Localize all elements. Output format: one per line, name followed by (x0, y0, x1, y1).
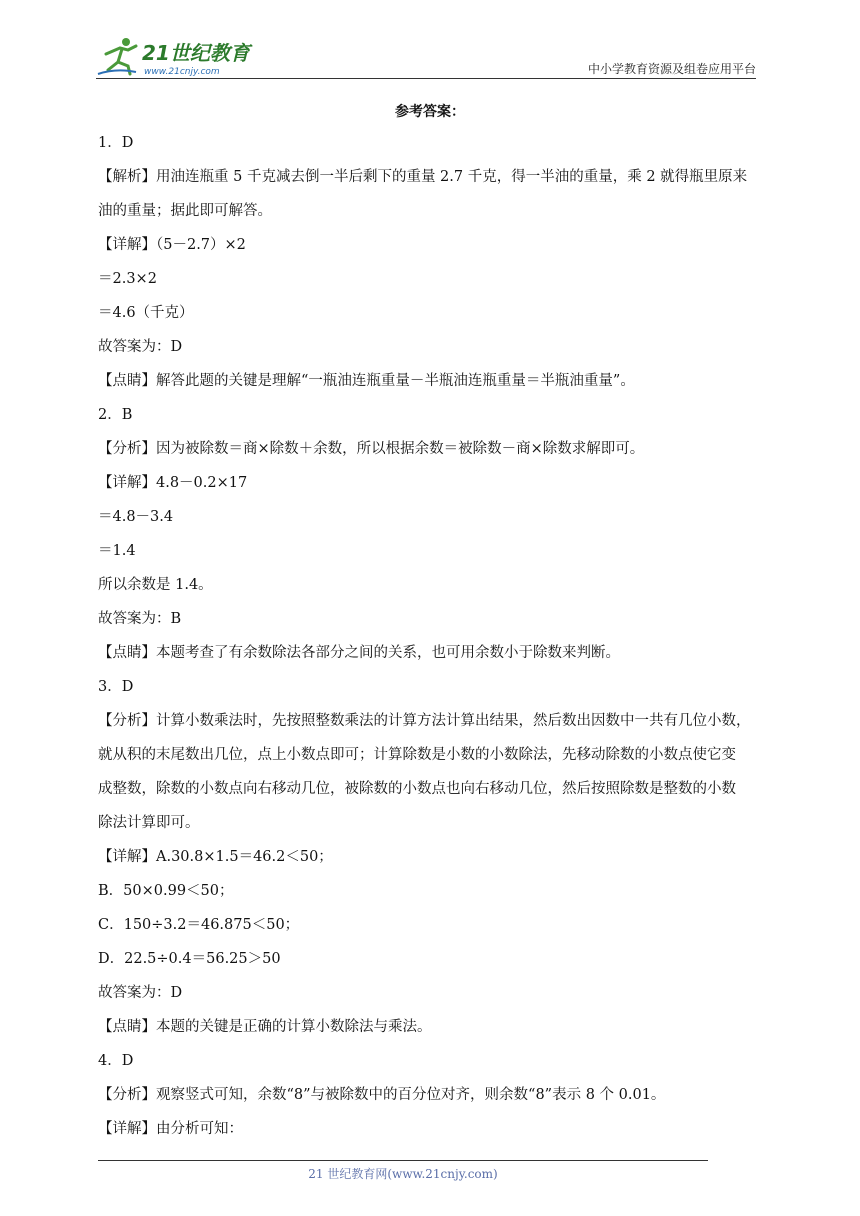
text-line: 故答案为：D (98, 985, 183, 1001)
text-line: 成整数，除数的小数点向右移动几位，被除数的小数点也向右移动几位，然后按照除数是整数的小数 (98, 781, 736, 797)
text-line: 1．D (98, 135, 134, 151)
text-line: 除法计算即可。 (98, 815, 200, 831)
page-header (96, 30, 756, 80)
logo-text: 21世纪教育 (142, 41, 250, 65)
answer-title: 参考答案： (395, 104, 465, 120)
text-line: 就从积的末尾数出几位，点上小数点即可；计算除数是小数的小数除法，先移动除数的小数点使它变 (98, 747, 736, 763)
text-line: 【详解】4.8－0.2×17 (98, 475, 248, 491)
text-line: ＝2.3×2 (98, 271, 157, 287)
text-line: 【分析】计算小数乘法时，先按照整数乘法的计算方法计算出结果，然后数出因数中一共有几位小数， (98, 713, 751, 729)
text-line: 油的重量；据此即可解答。 (98, 203, 272, 219)
text-line: 2．B (98, 407, 133, 423)
text-line: 【解析】用油连瓶重 5 千克减去倒一半后剩下的重量 2.7 千克，得一半油的重量，乘 2 就得瓶里原来 (98, 169, 748, 185)
logo (96, 34, 266, 78)
text-line: C．150÷3.2＝46.875＜50； (98, 917, 300, 933)
text-line: ＝1.4 (98, 543, 136, 559)
text-line: D．22.5÷0.4＝56.25＞50 (98, 951, 281, 967)
platform-name: 中小学教育资源及组卷应用平台 (587, 62, 756, 76)
text-line: ＝4.6（千克） (98, 305, 194, 321)
logo-url: www.21cnjy.com (144, 67, 220, 77)
text-line: ＝4.8－3.4 (98, 509, 174, 525)
text-line: 【点睛】本题的关键是正确的计算小数除法与乘法。 (98, 1019, 432, 1035)
text-line: 【详解】由分析可知： (98, 1121, 243, 1137)
answer-content (98, 126, 762, 1146)
footer-divider (98, 1160, 708, 1161)
text-line: 【点睛】解答此题的关键是理解“一瓶油连瓶重量－半瓶油连瓶重量＝半瓶油重量”。 (98, 373, 635, 389)
text-line: 【分析】因为被除数＝商×除数＋余数，所以根据余数＝被除数－商×除数求解即可。 (98, 441, 645, 457)
text-line: 【详解】A.30.8×1.5＝46.2＜50； (98, 849, 333, 865)
text-line: 故答案为：B (98, 611, 182, 627)
text-line: 4．D (98, 1053, 134, 1069)
text-line: 3．D (98, 679, 134, 695)
page-footer: 21 世纪教育网(www.21cnjy.com) (308, 1167, 498, 1181)
text-line: 【分析】观察竖式可知，余数“8”与被除数中的百分位对齐，则余数“8”表示 8 个 0.01。 (98, 1087, 666, 1103)
text-line: B．50×0.99＜50； (98, 883, 234, 899)
header-divider (96, 78, 756, 79)
text-line: 所以余数是 1.4。 (98, 577, 213, 593)
text-line: 【点睛】本题考查了有余数除法各部分之间的关系，也可用余数小于除数来判断。 (98, 645, 620, 661)
text-line: 故答案为：D (98, 339, 183, 355)
runner-icon (98, 38, 136, 74)
text-line: 【详解】（5－2.7）×2 (98, 237, 246, 253)
